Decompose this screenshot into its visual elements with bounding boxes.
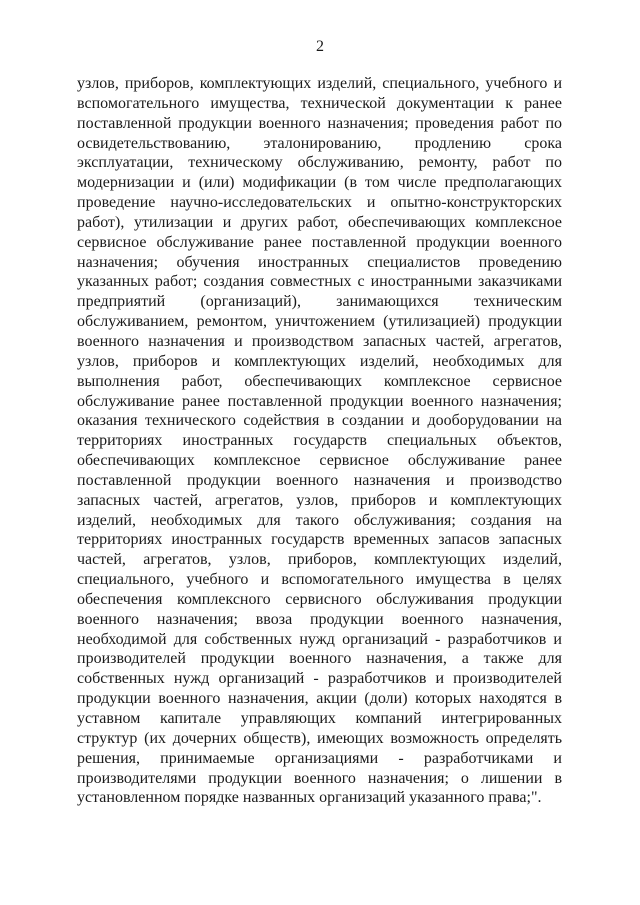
page-number: 2 [316,38,324,55]
body-paragraph: узлов, приборов, комплектующих изделий, специального, учебного и вспомогательного имущества, технической документации к ранее поставленной продукции военного назначения; проведения работ по освидетельствованию, эталонированию, продлению срока эксплуатации, техническому обслуживанию, ремонту, работ по модернизации и (или) модификации (в том числе предполагающих проведение научно-исследовательских и опытно-конструкторских работ), утилизации и других работ, обеспечивающих комплексное сервисное обслуживание ранее поставленной продукции военного назначения; обучения иностранных специалистов проведению указанных работ; создания совместных с иностранными заказчиками предприятий (организаций), занимающихся техническим обслуживанием, ремонтом, уничтожением (утилизацией) продукции военного назначения и производством запасных частей, агрегатов, узлов, приборов и комплектующих изделий, необходимых для выполнения работ, обеспечивающих комплексное сервисное обслуживание ранее поставленной продукции военного назначения; оказания технического содействия в создании и дооборудовании на территориях иностранных государств специальных объектов, обеспечивающих комплексное сервисное обслуживание ранее поставленной продукции военного назначения и производство запасных частей, агрегатов, узлов, приборов и комплектующих изделий, необходимых для такого обслуживания; создания на территориях иностранных государств временных запасов запасных частей, агрегатов, узлов, приборов, комплектующих изделий, специального, учебного и вспомогательного имущества в целях обеспечения комплексного сервисного обслуживания продукции военного назначения; ввоза продукции военного назначения, необходимой для собственных нужд организаций - разработчиков и производителей продукции военного назначения, а также для собственных нужд организаций - разработчиков и производителей продукции военного назначения, акции (доли) которых находятся в уставном капитале управляющих компаний интегрированных структур (их дочерних обществ), имеющих возможность определять решения, принимаемые организациями - разработчиками и производителями продукции военного назначения; о лишении в установленном порядке названных организаций указанного права;". [77,75,562,807]
